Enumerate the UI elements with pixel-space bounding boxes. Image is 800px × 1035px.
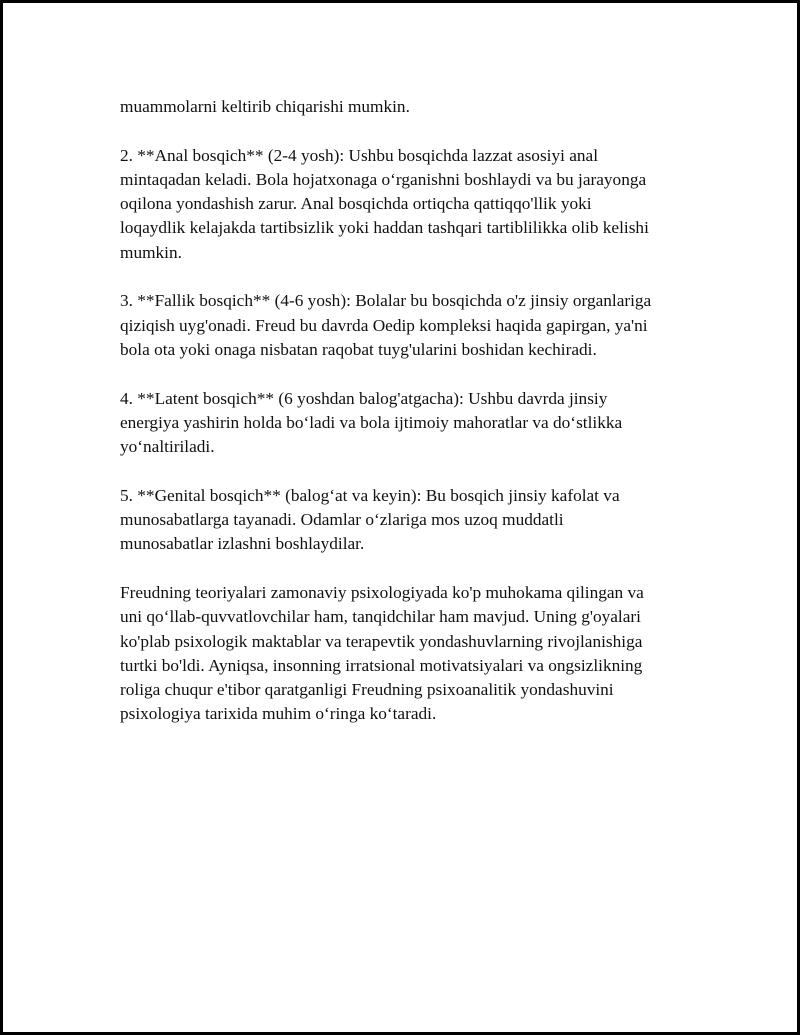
text-line: mumkin. <box>120 242 182 262</box>
paragraph-continuation <box>120 95 690 119</box>
text-line: uni qo‘llab-quvvatlovchilar ham, tanqidchilar ham mavjud. Uning g'oyalari <box>120 607 641 627</box>
document-body <box>120 95 690 751</box>
text-line: Freudning teoriyalari zamonaviy psixologiyada ko'p muhokama qilingan va <box>120 582 644 602</box>
text-line: munosabatlar izlashni boshlaydilar. <box>120 534 365 554</box>
text-line: qiziqish uyg'onadi. Freud bu davrda Oedip kompleksi haqida gapirgan, ya'ni <box>120 315 648 335</box>
text-line: turtki bo'ldi. Ayniqsa, insonning irratsional motivatsiyalari va ongsizlikning <box>120 655 643 675</box>
text-line: energiya yashirin holda bo‘ladi va bola ijtimoiy mahoratlar va do‘stlikka <box>120 412 623 432</box>
text-line: loqaydlik kelajakda tartibsizlik yoki haddan tashqari tartiblilikka olib kelishi <box>120 218 649 238</box>
paragraph-conclusion <box>120 581 690 727</box>
paragraph-anal-stage <box>120 144 690 265</box>
text-line: 4. **Latent bosqich** (6 yoshdan balog'atgacha): Ushbu davrda jinsiy <box>120 388 608 408</box>
text-line: muammolarni keltirib chiqarishi mumkin. <box>120 97 410 116</box>
text-line: oqilona yondashish zarur. Anal bosqichda ortiqcha qattiqqo'llik yoki <box>120 194 592 214</box>
text-line: bola ota yoki onaga nisbatan raqobat tuyg'ularini boshidan kechiradi. <box>120 339 597 359</box>
text-line: munosabatlarga tayanadi. Odamlar o‘zlariga mos uzoq muddatli <box>120 510 564 530</box>
text-line: 5. **Genital bosqich** (balog‘at va keyin): Bu bosqich jinsiy kafolat va <box>120 485 620 505</box>
paragraph-phallic-stage <box>120 289 690 362</box>
paragraph-latent-stage <box>120 387 690 460</box>
text-line: psixologiya tarixida muhim o‘ringa ko‘taradi. <box>120 704 437 724</box>
text-line: ko'plab psixologik maktablar va terapevtik yondashuvlarning rivojlanishiga <box>120 631 643 651</box>
text-line: 3. **Fallik bosqich** (4-6 yosh): Bolalar bu bosqichda o'z jinsiy organlariga <box>120 291 652 311</box>
text-line: roliga chuqur e'tibor qaratganligi Freudning psixoanalitik yondashuvini <box>120 680 614 700</box>
text-line: mintaqadan keladi. Bola hojatxonaga o‘rganishni boshlaydi va bu jarayonga <box>120 169 647 189</box>
text-line: 2. **Anal bosqich** (2-4 yosh): Ushbu bosqichda lazzat asosiyi anal <box>120 145 599 165</box>
paragraph-genital-stage <box>120 484 690 557</box>
text-line: yo‘naltiriladi. <box>120 437 215 457</box>
